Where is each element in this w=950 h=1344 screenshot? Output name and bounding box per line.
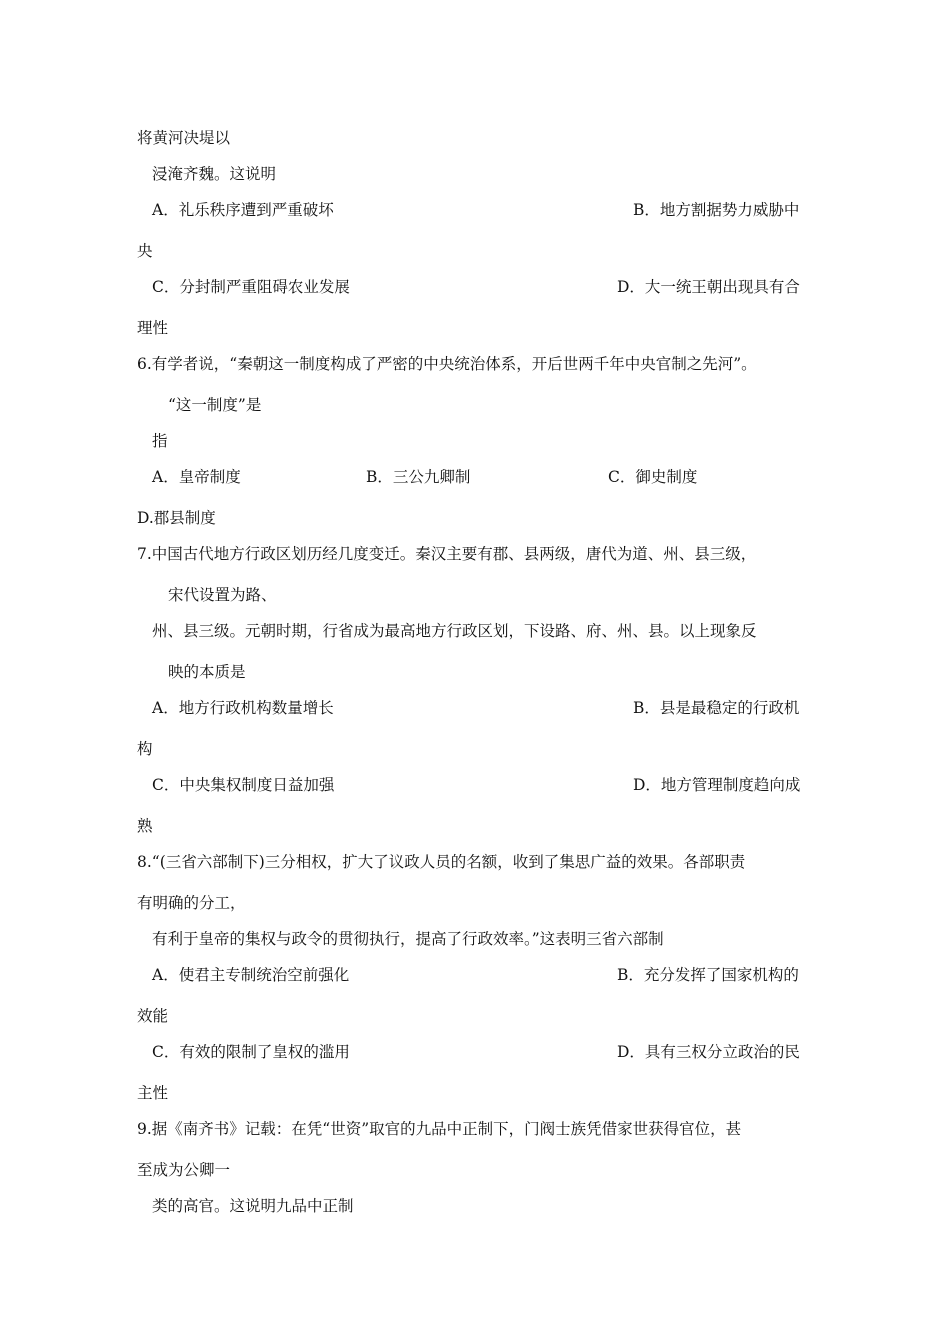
- option-a: A．使君主专制统治空前强化: [152, 966, 350, 984]
- option-d: D．大一统王朝出现具有合: [617, 278, 800, 296]
- text-line: 有明确的分工，: [137, 894, 246, 912]
- option-b: B．三公九卿制: [366, 468, 471, 486]
- text-line: 效能: [137, 1007, 169, 1025]
- question-9: 9.据《南齐书》记载：在凭“世资”取官的九品中正制下，门阀士族凭借家世获得官位，甚: [137, 1120, 742, 1138]
- option-d: D.郡县制度: [137, 509, 216, 527]
- option-c: C．御史制度: [608, 468, 698, 486]
- option-b: B．县是最稳定的行政机: [633, 699, 800, 717]
- text-line: 宋代设置为路、: [168, 586, 277, 604]
- text-line: 将黄河决堤以: [137, 129, 231, 147]
- text-line: “这一制度”是: [168, 396, 262, 414]
- text-line: 映的本质是: [168, 663, 246, 681]
- option-a: A．地方行政机构数量增长: [152, 699, 334, 717]
- question-7: 7.中国古代地方行政区划历经几度变迁。秦汉主要有郡、县两级，唐代为道、州、县三级，: [137, 545, 757, 563]
- text-line: 州、县三级。元朝时期，行省成为最高地方行政区划，下设路、府、州、县。以上现象反: [152, 622, 757, 640]
- text-line: 指: [152, 432, 168, 450]
- option-c: C．分封制严重阻碍农业发展: [152, 278, 350, 296]
- question-6: 6.有学者说，“秦朝这一制度构成了严密的中央统治体系，开后世两千年中央官制之先河”。: [137, 355, 757, 373]
- option-a: A．礼乐秩序遭到严重破坏: [152, 201, 334, 219]
- text-line: 有利于皇帝的集权与政令的贯彻执行，提高了行政效率。”这表明三省六部制: [152, 930, 664, 948]
- text-line: 类的高官。这说明九品中正制: [152, 1197, 354, 1215]
- text-line: 构: [137, 740, 153, 758]
- option-d: D．地方管理制度趋向成: [633, 776, 801, 794]
- text-line: 至成为公卿一: [137, 1161, 231, 1179]
- option-c: C．有效的限制了皇权的滥用: [152, 1043, 350, 1061]
- text-line: 理性: [137, 319, 169, 337]
- option-b: B．充分发挥了国家机构的: [617, 966, 799, 984]
- option-c: C．中央集权制度日益加强: [152, 776, 335, 794]
- question-8: 8.“(三省六部制下)三分相权，扩大了议政人员的名额，收到了集思广益的效果。各部职责: [137, 853, 746, 871]
- option-b: B．地方割据势力威胁中: [633, 201, 800, 219]
- text-line: 央: [137, 242, 153, 260]
- text-line: 浸淹齐魏。这说明: [152, 165, 277, 183]
- text-line: 主性: [137, 1084, 169, 1102]
- text-line: 熟: [137, 817, 153, 835]
- option-d: D．具有三权分立政治的民: [617, 1043, 800, 1061]
- option-a: A．皇帝制度: [152, 468, 241, 486]
